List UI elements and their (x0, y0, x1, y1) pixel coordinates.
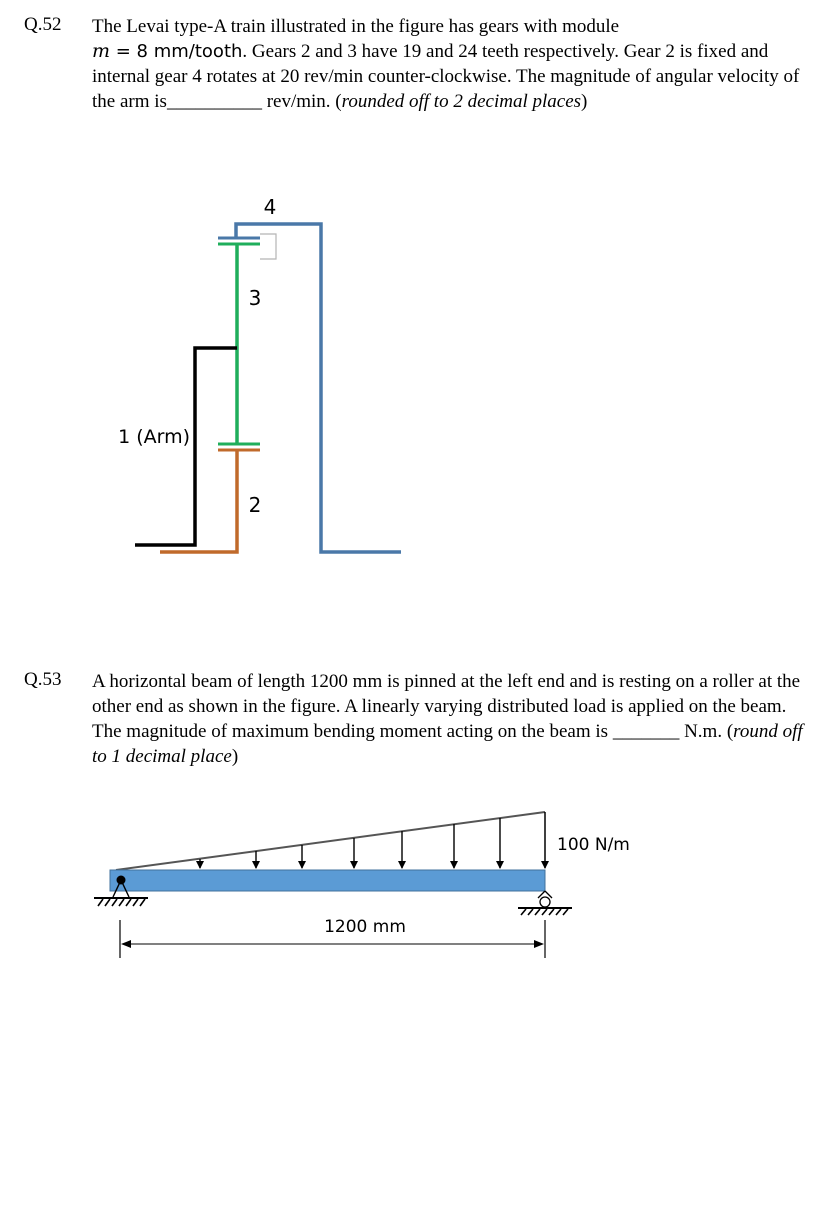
pin-joint (117, 876, 126, 885)
q52-rounding-hint: rounded off to 2 decimal places (341, 91, 582, 112)
pin-hatching (98, 899, 145, 906)
gear-4-label: 4 (263, 195, 277, 219)
question-text-52 (92, 14, 807, 114)
q53-rounding-hint: round off to 1 decimal place (92, 721, 803, 767)
q53-text-part3: ) (231, 746, 239, 767)
load-arrows (200, 818, 500, 868)
gear-4-outline (236, 224, 401, 552)
q53-text-part2: N.m. ( (679, 721, 734, 742)
q52-text-part4: ) (581, 91, 588, 112)
roller-support (518, 891, 572, 915)
load-top-line (116, 812, 545, 870)
pin-leg-left (113, 880, 121, 897)
question-number-53: Q.53 (24, 669, 62, 690)
beam-length-label: 1200 mm (324, 917, 406, 937)
roller-leg-left (538, 891, 545, 898)
dimension-arrowhead-left (121, 940, 131, 948)
q52-module-value: = 8 mm/tooth (110, 41, 243, 62)
arm-label: 1 (Arm) (118, 426, 190, 448)
roller-leg-right (545, 891, 552, 898)
q52-text-part1: The Levai type-A train illustrated in the figure has gears with module (92, 16, 620, 37)
pin-support (94, 876, 148, 907)
q52-text-part3: rev/min. ( (261, 91, 342, 112)
q52-text-part2: . Gears 2 and 3 have 19 and 24 teeth respectively. Gear 2 is fixed and internal gear 4 rotates at 20 rev/min counter-clockwise. The magnitude of angular velocity of the arm is (92, 41, 800, 112)
gear-2-label: 2 (248, 493, 262, 517)
gear-3-label: 3 (248, 286, 262, 310)
dimension-line (120, 920, 545, 958)
q53-text-part1: A horizontal beam of length 1200 mm is pinned at the left end and is resting on a roller at the other end as shown in the figure. A linearly varying distributed load is applied on the beam. The magnitude of maximum bending moment acting on the beam is (92, 671, 801, 742)
q53-answer-blank: _______ (612, 721, 680, 742)
roller-hatching (521, 909, 568, 915)
beam (110, 870, 545, 891)
dimension-arrowhead-right (534, 940, 544, 948)
q52-answer-blank: __________ (166, 91, 262, 112)
load-intensity-label: 100 N/m (557, 835, 630, 855)
question-number-52: Q.52 (24, 14, 62, 35)
gear-2-outline (160, 450, 237, 552)
arm-link (135, 348, 237, 545)
gear-4-hub (260, 234, 276, 259)
question-text-53 (92, 669, 807, 769)
pin-leg-right (121, 880, 129, 897)
roller-wheel (540, 897, 550, 907)
q52-module-symbol: m (92, 40, 111, 62)
